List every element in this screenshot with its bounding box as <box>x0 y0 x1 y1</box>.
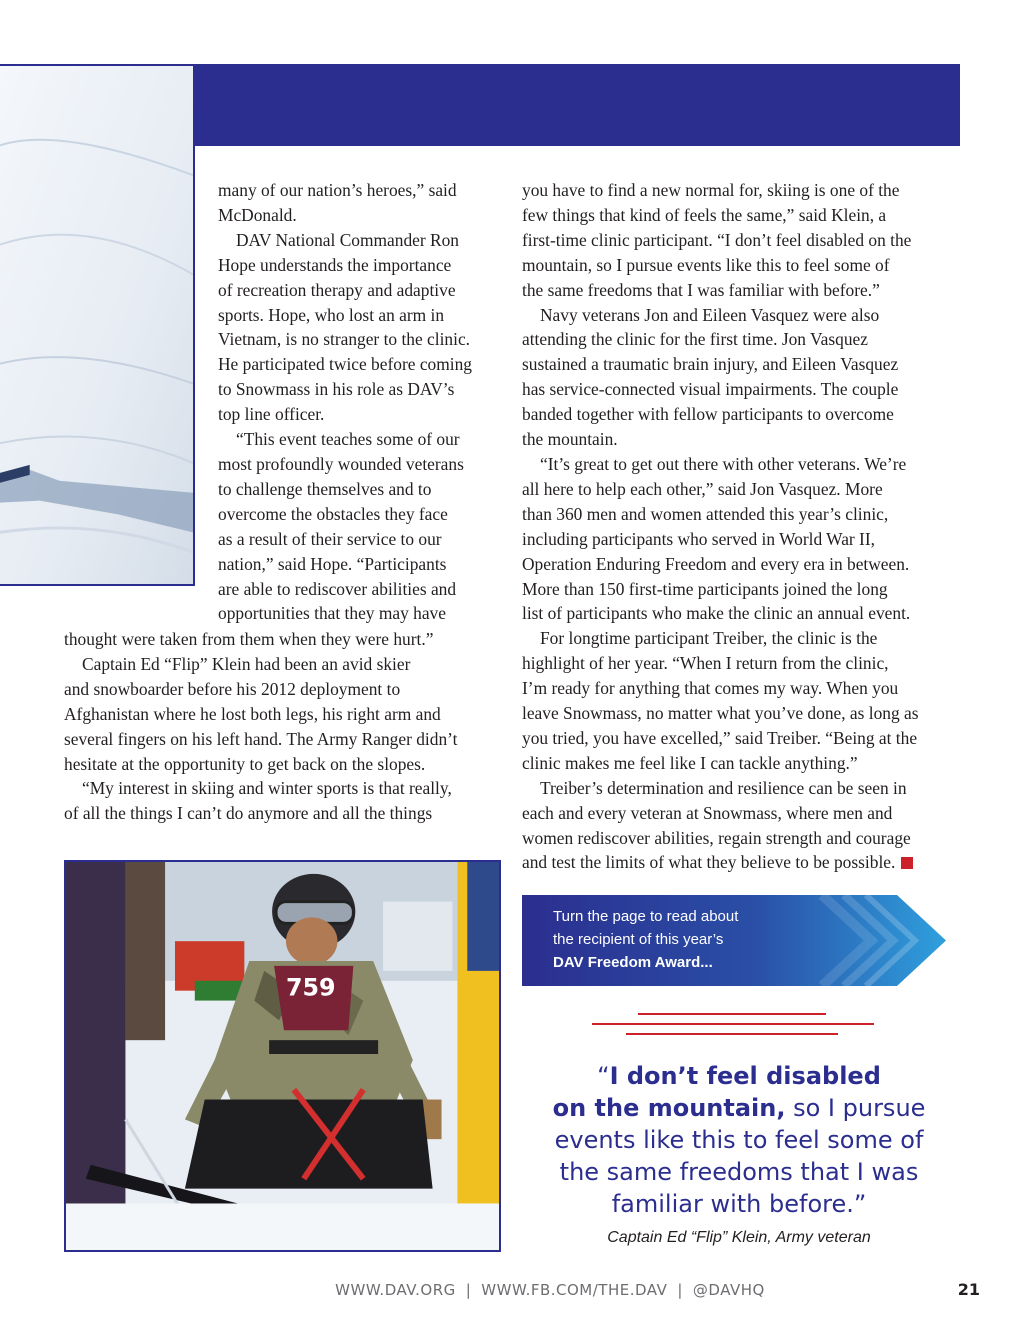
paragraph <box>218 228 508 427</box>
footer-separator: | <box>677 1281 683 1299</box>
quote-attribution: Captain Ed “Flip” Klein, Army veteran <box>607 1229 871 1246</box>
paragraph <box>522 626 962 775</box>
text-line: Captain Ed “Flip” Klein had been an avid skier <box>82 653 411 674</box>
page-number: 21 <box>957 1280 980 1299</box>
text-line: each and every veteran at Snowmass, where men and <box>522 802 893 823</box>
text-line: I’m ready for anything that comes my way. When you <box>522 678 899 699</box>
text-line: clinic makes me feel like I can tackle anything.” <box>522 752 858 773</box>
paragraph <box>522 178 962 303</box>
callout-line: Turn the page to read about <box>553 908 739 925</box>
text-line: For longtime participant Treiber, the clinic is the <box>540 628 878 649</box>
next-page-callout[interactable] <box>522 895 946 986</box>
text-line: leave Snowmass, no matter what you’ve done, as long as <box>522 703 919 724</box>
page-footer <box>250 1281 850 1299</box>
text-line: attending the clinic for the first time. Jon Vasquez <box>522 329 868 350</box>
text-line: “My interest in skiing and winter sports is that really, <box>82 778 452 799</box>
text-line: He participated twice before coming <box>218 354 472 375</box>
end-of-article-mark <box>901 857 913 869</box>
text-line: highlight of her year. “When I return from the clinic, <box>522 653 889 674</box>
text-line: first-time clinic participant. “I don’t feel disabled on the <box>522 229 912 250</box>
paragraph <box>522 452 962 626</box>
callout-award-name: DAV Freedom Award... <box>553 954 713 971</box>
text-line: More than 150 first-time participants joined the long <box>522 578 888 599</box>
article-column-top <box>218 178 508 626</box>
bib-number: 759 <box>285 973 336 1002</box>
text-line: several fingers on his left hand. The Army Ranger didn’t <box>64 728 458 749</box>
text-line: are able to rediscover abilities and <box>218 578 457 599</box>
text-line: most profoundly wounded veterans <box>218 453 464 474</box>
text-line: sports. Hope, who lost an arm in <box>218 304 445 325</box>
quote-text: events like this to feel some of <box>554 1126 924 1154</box>
facebook-link[interactable]: WWW.FB.COM/THE.DAV <box>481 1281 668 1299</box>
text-line: to Snowmass in his role as DAV’s <box>218 379 455 400</box>
paragraph <box>218 178 508 228</box>
header-color-band <box>193 64 960 146</box>
text-line: to challenge themselves and to <box>218 478 432 499</box>
text-line <box>522 850 962 875</box>
decorative-rules <box>592 1012 874 1040</box>
text-line: Vietnam, is no stranger to the clinic. <box>218 329 471 350</box>
text-line: McDonald. <box>218 204 297 225</box>
text-line: Hope understands the importance <box>218 254 452 275</box>
quote-text: familiar with before.” <box>611 1190 867 1218</box>
twitter-handle[interactable]: @DAVHQ <box>692 1281 765 1299</box>
text-line: as a result of their service to our <box>218 528 442 549</box>
text-line: list of participants who make the clinic an annual event. <box>522 603 911 624</box>
paragraph <box>522 303 962 452</box>
callout-text <box>553 905 843 974</box>
text-line: Treiber’s determination and resilience can be seen in <box>540 777 907 798</box>
paragraph <box>218 427 508 626</box>
text-line: hesitate at the opportunity to get back on the slopes. <box>64 753 426 774</box>
text-line: top line officer. <box>218 404 325 425</box>
article-column-left <box>64 627 504 826</box>
snow-slope-image <box>0 66 193 584</box>
callout-line: the recipient of this year’s <box>553 931 724 948</box>
text-line: Operation Enduring Freedom and every era in between. <box>522 553 910 574</box>
text-line: and snowboarder before his 2012 deployment to <box>64 678 401 699</box>
text-line: the same freedoms that I was familiar with before.” <box>522 279 880 300</box>
text-line: Afghanistan where he lost both legs, his right arm and <box>64 703 441 724</box>
text-line: nation,” said Hope. “Participants <box>218 553 447 574</box>
text-line: thought were taken from them when they were hurt.” <box>64 629 434 649</box>
divider-rule <box>638 1013 826 1015</box>
text-line: all here to help each other,” said Jon Vasquez. More <box>522 478 883 499</box>
text-line: banded together with fellow participants to overcome <box>522 404 894 425</box>
text-line: opportunities that they may have <box>218 603 446 624</box>
text-line: you have to find a new normal for, skiing is one of the <box>522 180 900 200</box>
text-line: Navy veterans Jon and Eileen Vasquez were also <box>540 304 880 325</box>
text-line: many of our nation’s heroes,” said <box>218 180 457 200</box>
text-line: mountain, so I pursue events like this to feel some of <box>522 254 890 275</box>
paragraph <box>64 627 504 652</box>
text-line: of all the things I can’t do anymore and all the things <box>64 803 433 824</box>
text-line: has service-connected visual impairments. The couple <box>522 379 899 400</box>
text-line: of recreation therapy and adaptive <box>218 279 456 300</box>
text-line: sustained a traumatic brain injury, and Eileen Vasquez <box>522 354 899 375</box>
text-line: you tried, you have excelled,” said Treiber. “Being at the <box>522 727 918 748</box>
quote-bold-text: on the mountain, <box>552 1094 786 1122</box>
pull-quote <box>534 1060 944 1220</box>
quote-text: so I pursue <box>785 1094 926 1122</box>
snow-slope-photo <box>0 64 195 586</box>
text-line: than 360 men and women attended this year’s clinic, <box>522 503 889 524</box>
text-line: women rediscover abilities, regain strength and courage <box>522 827 911 848</box>
divider-rule <box>592 1023 874 1025</box>
paragraph <box>522 776 962 876</box>
last-line-text: and test the limits of what they believe to be possible. <box>522 852 896 873</box>
text-line: including participants who served in World War II, <box>522 528 875 549</box>
quote-text: the same freedoms that I was <box>559 1158 919 1186</box>
sit-skier-photo <box>64 860 501 1252</box>
paragraph <box>64 652 504 777</box>
sit-skier-image <box>66 862 499 1250</box>
article-column-right <box>522 178 962 875</box>
website-link[interactable]: WWW.DAV.ORG <box>335 1281 456 1299</box>
paragraph <box>64 776 504 826</box>
text-line: few things that kind of feels the same,” said Klein, a <box>522 204 887 225</box>
text-line: DAV National Commander Ron <box>236 229 460 250</box>
text-line: the mountain. <box>522 429 618 450</box>
text-line: overcome the obstacles they face <box>218 503 448 524</box>
text-line: “This event teaches some of our <box>236 429 460 450</box>
text-line: “It’s great to get out there with other veterans. We’re <box>540 453 907 474</box>
divider-rule <box>626 1033 838 1035</box>
footer-separator: | <box>465 1281 472 1299</box>
quote-mark: “ <box>597 1062 610 1090</box>
quote-bold-text: I don’t feel disabled <box>609 1062 881 1090</box>
